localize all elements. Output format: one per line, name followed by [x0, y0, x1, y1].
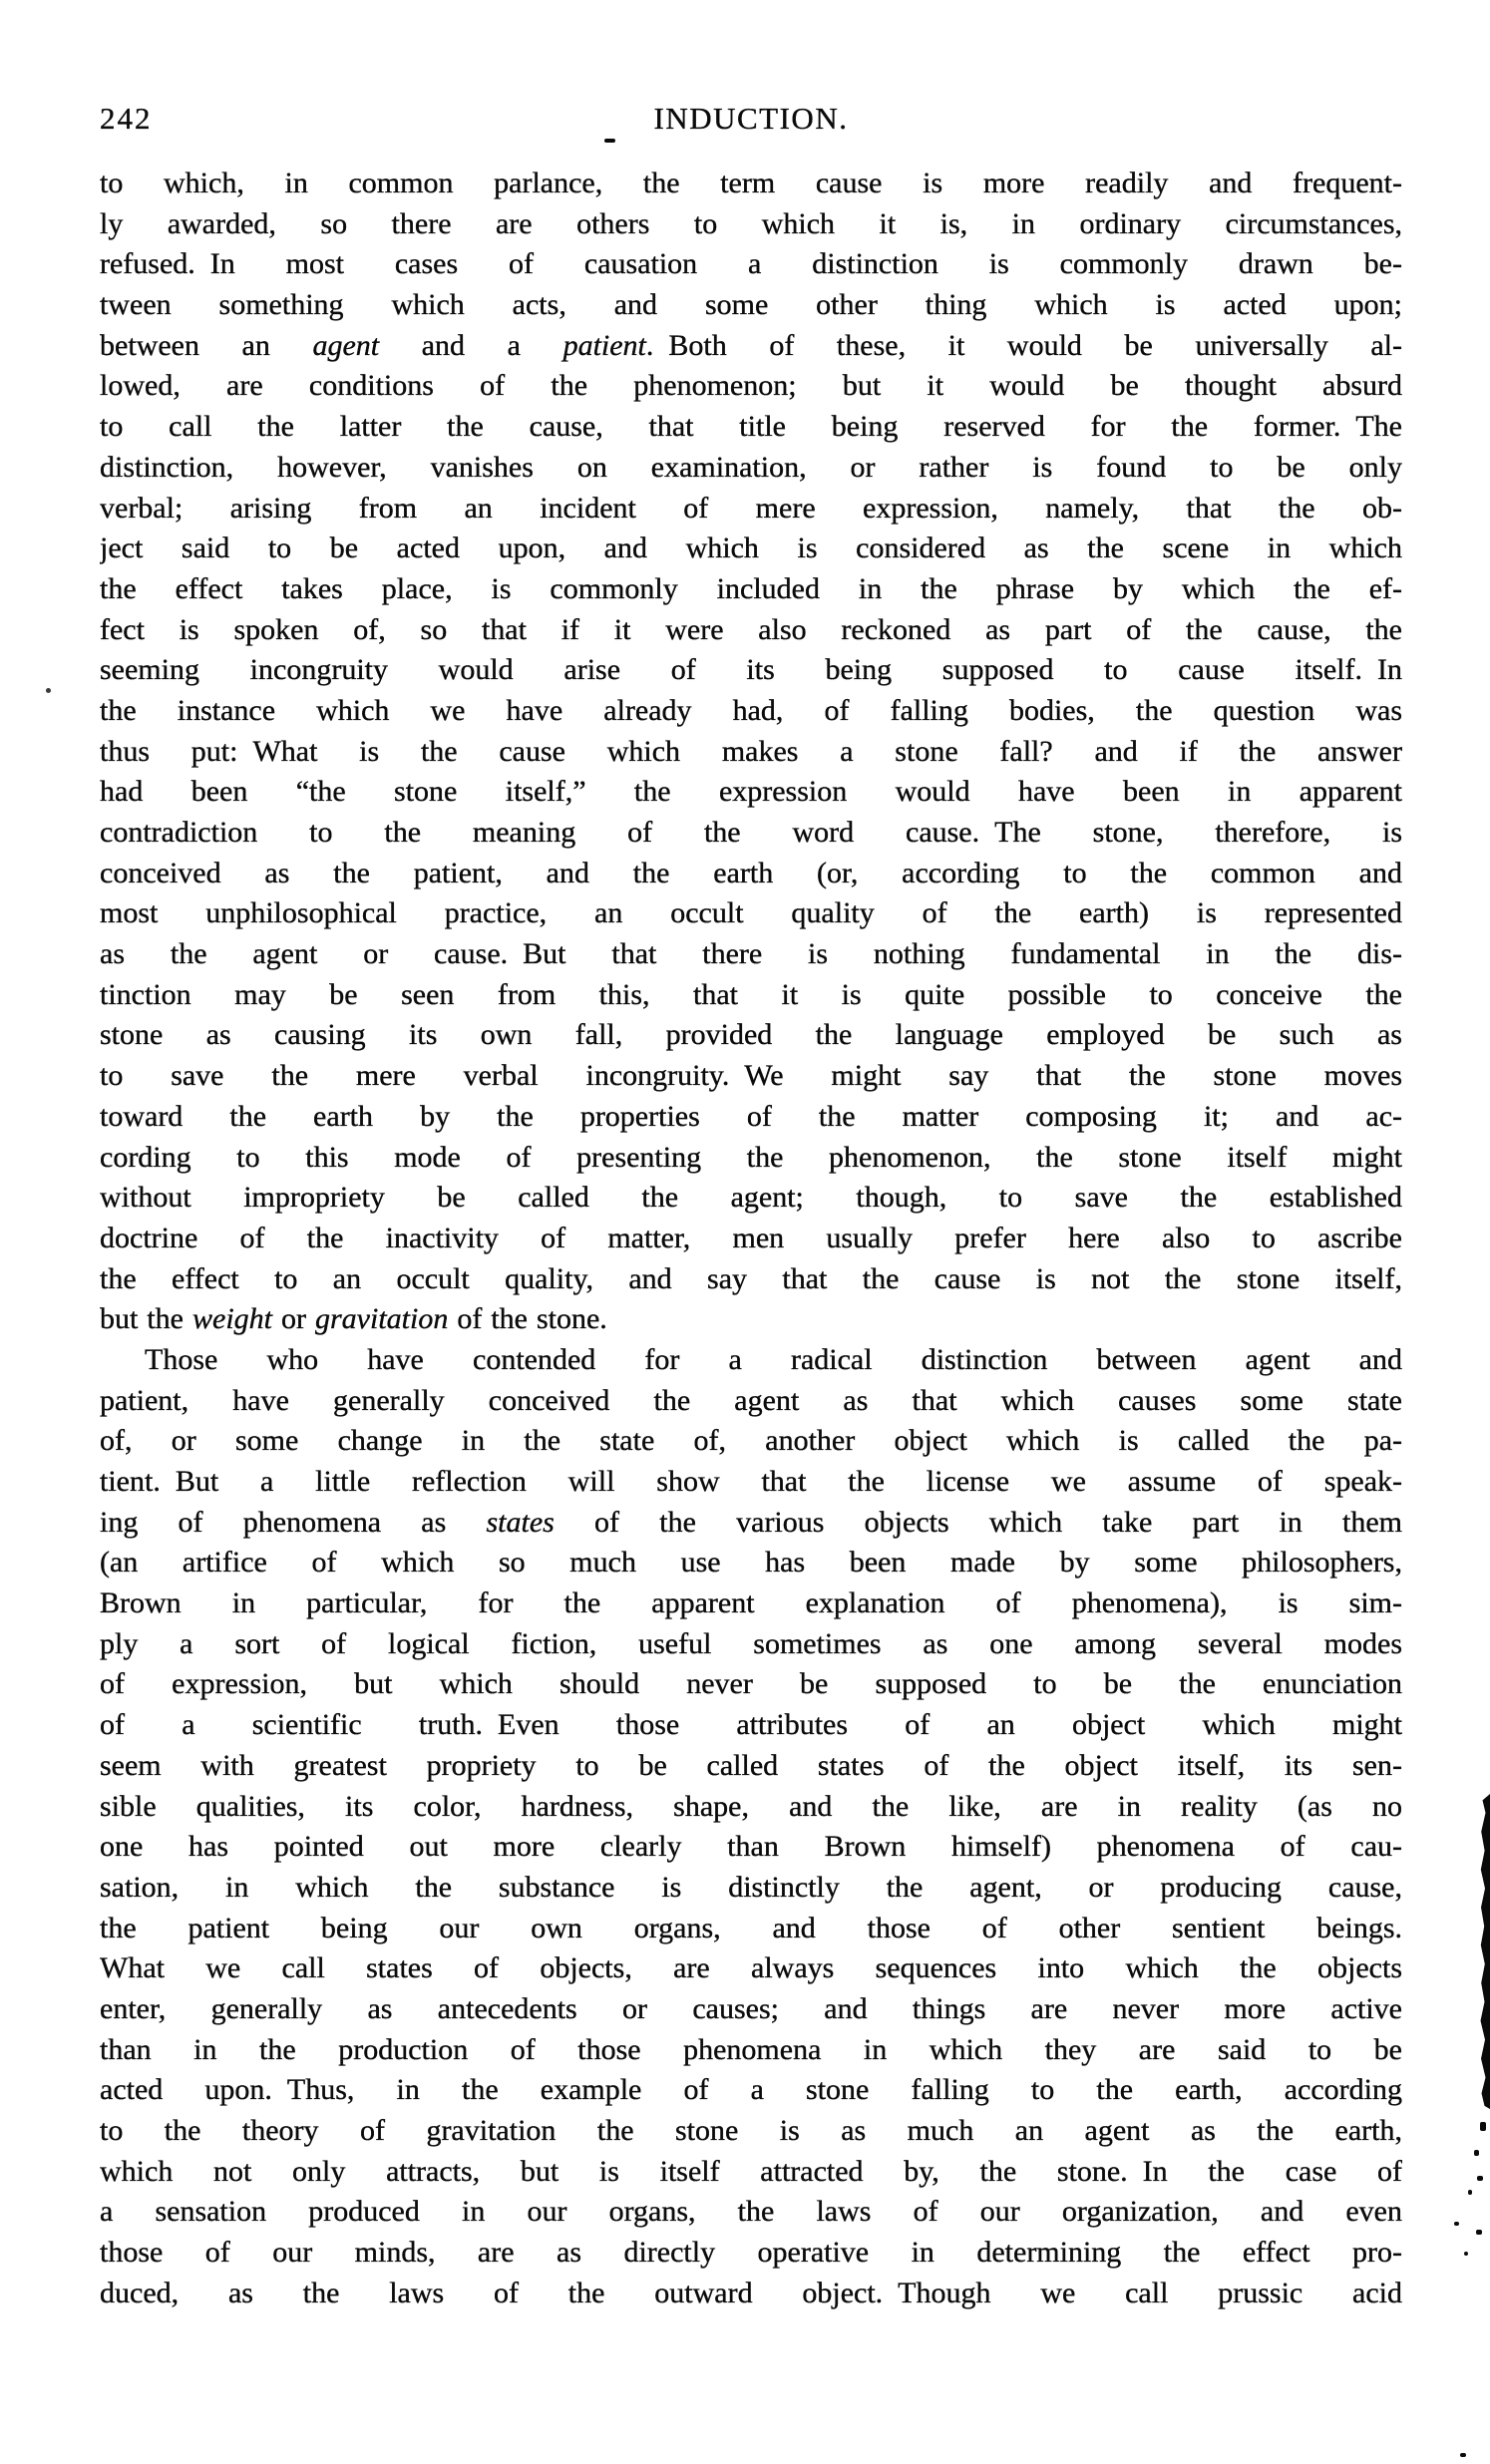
- text-line: those of our minds, are as directly operative in determining the effect pro-: [100, 2236, 1402, 2270]
- running-head: INDUCTION.: [653, 101, 849, 136]
- text-line: ject said to be acted upon, and which is considered as the scene in which: [100, 531, 1402, 565]
- ink-smudge-artifact: [1480, 1794, 1490, 2109]
- page-body: [100, 164, 1402, 2313]
- page-number: 242: [100, 101, 153, 136]
- italic-text: gravitation: [315, 1302, 449, 1336]
- ink-speck-artifact: [1480, 2122, 1486, 2131]
- italic-text: states: [486, 1505, 555, 1539]
- text-line: seeming incongruity would arise of its being supposed to cause itself. In: [100, 653, 1402, 687]
- text-line: to the theory of gravitation the stone is as much an agent as the earth,: [100, 2114, 1402, 2147]
- text-line: between an agent and a patient. Both of these, it would be universally al-: [100, 328, 1402, 362]
- text-line: patient, have generally conceived the agent as that which causes some state: [100, 1383, 1402, 1417]
- ink-speck-artifact: [1460, 2453, 1466, 2457]
- text-line: Brown in particular, for the apparent explanation of phenomena), is sim-: [100, 1586, 1402, 1620]
- text-line: toward the earth by the properties of the matter composing it; and ac-: [100, 1099, 1402, 1133]
- text-line: of, or some change in the state of, another object which is called the pa-: [100, 1424, 1402, 1458]
- text-line: than in the production of those phenomena in which they are said to be: [100, 2032, 1402, 2066]
- text-line: the instance which we have already had, of falling bodies, the question was: [100, 693, 1402, 727]
- text-line: conceived as the patient, and the earth (or, according to the common and: [100, 856, 1402, 889]
- text-line: ly awarded, so there are others to which it is, in ordinary circumstances,: [100, 206, 1402, 240]
- text-line: tween something which acts, and some other thing which is acted upon;: [100, 288, 1402, 322]
- text-line: of a scientific truth. Even those attributes of an object which might: [100, 1708, 1402, 1742]
- text-line: without impropriety be called the agent; though, to save the established: [100, 1181, 1402, 1215]
- text-line: refused. In most cases of causation a distinction is commonly drawn be-: [100, 247, 1402, 281]
- text-line: verbal; arising from an incident of mere expression, namely, that the ob-: [100, 491, 1402, 525]
- text-line: to save the mere verbal incongruity. We might say that the stone moves: [100, 1059, 1402, 1093]
- italic-text: weight: [192, 1302, 272, 1336]
- text-line: thus put: What is the cause which makes a stone fall? and if the answer: [100, 734, 1402, 768]
- text-line: ing of phenomena as states of the various objects which take part in them: [100, 1505, 1402, 1539]
- paragraph: [100, 1340, 1402, 2314]
- paragraph: [100, 164, 1402, 1340]
- text-line: cording to this mode of presenting the phenomenon, the stone itself might: [100, 1140, 1402, 1174]
- text-line: distinction, however, vanishes on examination, or rather is found to be only: [100, 450, 1402, 484]
- ink-dash-artifact: [604, 139, 615, 143]
- ink-speck-artifact: [1474, 2150, 1479, 2156]
- text-line: sible qualities, its color, hardness, shape, and the like, are in reality (as no: [100, 1789, 1402, 1823]
- text-line: the patient being our own organs, and those of other sentient beings.: [100, 1911, 1402, 1944]
- italic-text: agent: [312, 328, 380, 362]
- ink-speck-artifact: [1477, 2176, 1483, 2181]
- text-line: the effect takes place, is commonly included in the phrase by which the ef-: [100, 571, 1402, 605]
- text-line: What we call states of objects, are always sequences into which the objects: [100, 1951, 1402, 1985]
- text-line: to which, in common parlance, the term cause is more readily and frequent-: [100, 167, 1402, 199]
- text-line: enter, generally as antecedents or causes; and things are never more active: [100, 1991, 1402, 2025]
- text-line: which not only attracts, but is itself attracted by, the stone. In the case of: [100, 2154, 1402, 2188]
- text-line: acted upon. Thus, in the example of a stone falling to the earth, according: [100, 2073, 1402, 2107]
- page-header: [100, 101, 1402, 141]
- text-line: ply a sort of logical fiction, useful sometimes as one among several modes: [100, 1626, 1402, 1660]
- text-line: Those who have contended for a radical distinction between agent and: [145, 1342, 1402, 1376]
- ink-speck-artifact: [1476, 2230, 1482, 2235]
- text-line: stone as causing its own fall, provided the language employed be such as: [100, 1018, 1402, 1052]
- text-line: fect is spoken of, so that if it were also reckoned as part of the cause, the: [100, 612, 1402, 646]
- text-line: doctrine of the inactivity of matter, men usually prefer here also to ascribe: [100, 1221, 1402, 1254]
- text-line: duced, as the laws of the outward object. Though we call prussic acid: [100, 2276, 1402, 2309]
- text-line: lowed, are conditions of the phenomenon; but it would be thought absurd: [100, 369, 1402, 403]
- ink-speck-artifact: [1454, 2222, 1459, 2226]
- text-line: tient. But a little reflection will show that the license we assume of speak-: [100, 1465, 1402, 1498]
- margin-dot-artifact: [46, 688, 51, 693]
- text-line: one has pointed out more clearly than Brown himself) phenomena of cau-: [100, 1830, 1402, 1864]
- text-line: the effect to an occult quality, and say that the cause is not the stone itself,: [100, 1261, 1402, 1295]
- text-line: (an artifice of which so much use has been made by some philosophers,: [100, 1546, 1402, 1580]
- text-line: but the weight or gravitation of the stone.: [100, 1302, 607, 1336]
- ink-speck-artifact: [1464, 2252, 1468, 2256]
- text-line: seem with greatest propriety to be called states of the object itself, its sen-: [100, 1748, 1402, 1782]
- text-line: to call the latter the cause, that title being reserved for the former. The: [100, 410, 1402, 444]
- text-line: most unphilosophical practice, an occult quality of the earth) is represented: [100, 896, 1402, 930]
- text-line: contradiction to the meaning of the word cause. The stone, therefore, is: [100, 816, 1402, 849]
- text-line: had been “the stone itself,” the expression would have been in apparent: [100, 775, 1402, 809]
- ink-speck-artifact: [1468, 2190, 1472, 2195]
- text-line: of expression, but which should never be supposed to be the enunciation: [100, 1667, 1402, 1701]
- italic-text: patient: [562, 328, 646, 362]
- text-line: a sensation produced in our organs, the laws of our organization, and even: [100, 2195, 1402, 2229]
- text-line: as the agent or cause. But that there is nothing fundamental in the dis-: [100, 937, 1402, 971]
- text-line: tinction may be seen from this, that it is quite possible to conceive the: [100, 977, 1402, 1011]
- text-line: sation, in which the substance is distinctly the agent, or producing cause,: [100, 1870, 1402, 1904]
